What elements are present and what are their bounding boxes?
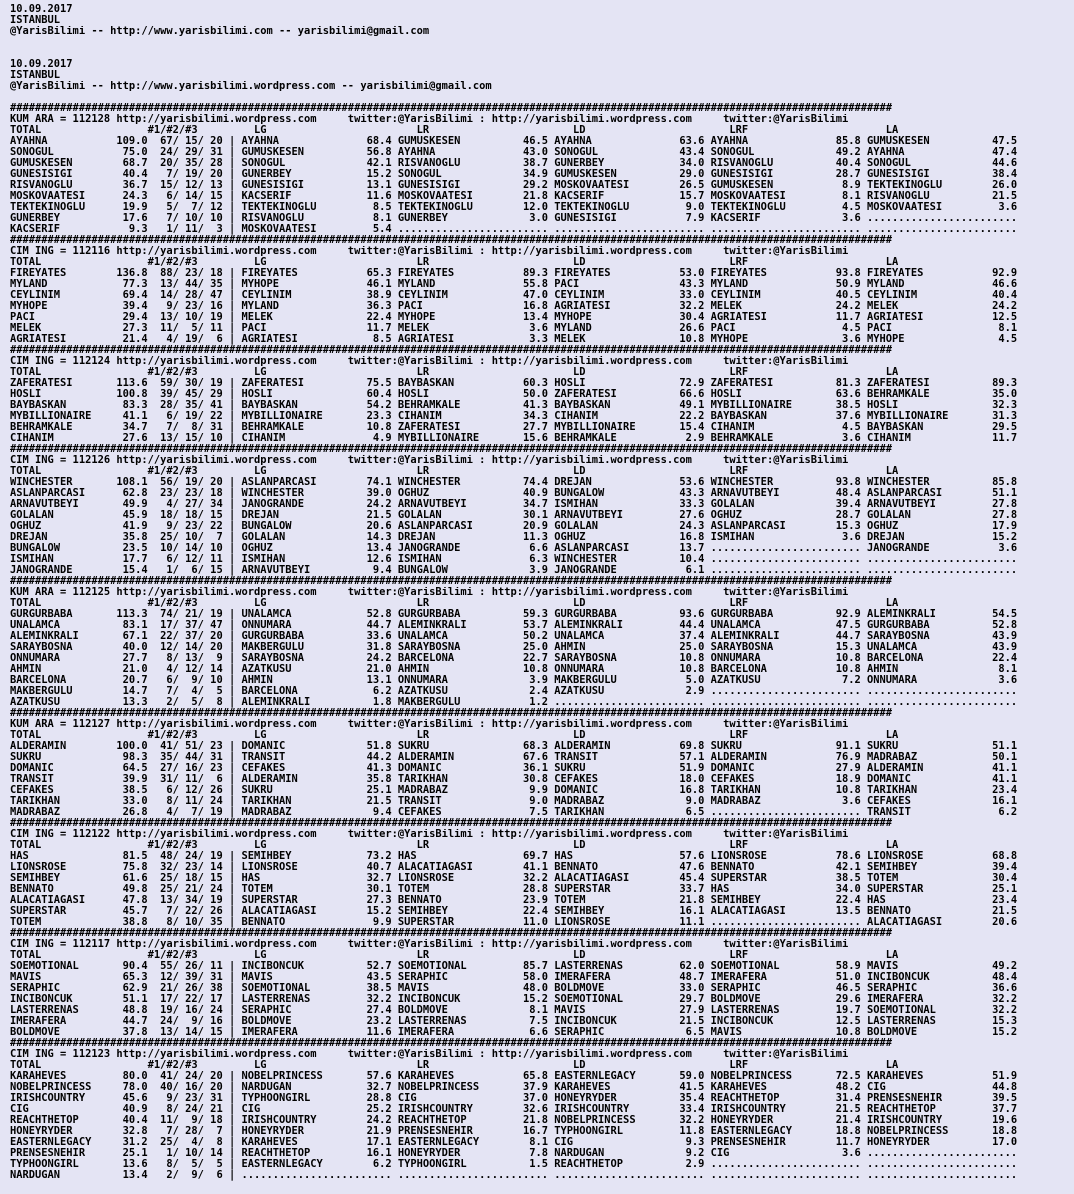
text-line: MYBILLIONAIRE 41.1 6/ 19/ 22 | MYBILLIONAIRE 23.3 CIHANIM 34.3 CIHANIM 22.2 BAYBASKAN 37.6 MYBILLIONAIRE 31.3 bbox=[10, 411, 1018, 422]
text-line: ALACATIAGASI 47.8 13/ 34/ 19 | SUPERSTAR 27.3 BENNATO 23.9 TOTEM 21.8 SEMIHBEY 22.4 HAS 23.4 bbox=[10, 895, 1018, 906]
text-line: ISMIHAN 17.7 6/ 12/ 11 | ISMIHAN 12.6 ISMIHAN 6.3 WINCHESTER 10.4 ........................ ........................ bbox=[10, 554, 1018, 565]
text-line: SUKRU 98.3 35/ 44/ 31 | TRANSIT 44.2 ALDERAMIN 67.6 TRANSIT 57.1 ALDERAMIN 76.9 MADRABAZ 50.1 bbox=[10, 752, 1018, 763]
text-line: BENNATO 49.8 25/ 21/ 24 | TOTEM 30.1 TOTEM 28.8 SUPERSTAR 33.7 HAS 34.0 SUPERSTAR 25.1 bbox=[10, 884, 1018, 895]
text-line: HOSLI 100.8 39/ 45/ 29 | HOSLI 60.4 HOSLI 50.0 ZAFERATESI 66.6 HOSLI 63.6 BEHRAMKALE 35.0 bbox=[10, 389, 1018, 400]
text-line: CIG 40.9 8/ 24/ 21 | CIG 25.2 IRISHCOUNTRY 32.6 IRISHCOUNTRY 33.4 IRISHCOUNTRY 21.5 REACHTHETOP 37.7 bbox=[10, 1104, 1018, 1115]
text-line: TEKTEKINOGLU 19.9 5/ 7/ 12 | TEKTEKINOGLU 8.5 TEKTEKINOGLU 12.0 TEKTEKINOGLU 9.0 TEKTEKINOGLU 4.5 MOSKOVAATESI 3.6 bbox=[10, 202, 1018, 213]
race-report-text bbox=[10, 4, 1017, 1181]
text-line: SARAYBOSNA 40.0 12/ 14/ 20 | MAKBERGULU 31.8 SARAYBOSNA 25.0 AHMIN 25.0 SARAYBOSNA 15.3 UNALAMCA 43.9 bbox=[10, 642, 1018, 653]
text-line: GUNERBEY 17.6 7/ 10/ 10 | RISVANOGLU 8.1 GUNERBEY 3.0 GUNESISIGI 7.9 KACSERIF 3.6 ........................ bbox=[10, 213, 1018, 224]
text-line: EASTERNLEGACY 31.2 25/ 4/ 8 | KARAHEVES 17.1 EASTERNLEGACY 8.1 CIG 9.3 PRENSESNEHIR 11.7 HONEYRYDER 17.0 bbox=[10, 1137, 1018, 1148]
text-line: TYPHOONGIRL 13.6 8/ 5/ 5 | EASTERNLEGACY 6.2 TYPHOONGIRL 1.5 REACHTHETOP 2.9 ........................ ........................ bbox=[10, 1159, 1018, 1170]
text-line: MELEK 27.3 11/ 5/ 11 | PACI 11.7 MELEK 3.6 MYLAND 26.6 PACI 4.5 PACI 8.1 bbox=[10, 323, 1018, 334]
text-line: CIM ING = 112122 http://yarisbilimi.wordpress.com twitter:@YarisBilimi : http://yarisbilimi.wordpress.com twitter:@YarisBilimi bbox=[10, 829, 849, 840]
text-line: KACSERIF 9.3 1/ 11/ 3 | MOSKOVAATESI 5.4 ........................ ........................ ........................ ........................ bbox=[10, 224, 1018, 235]
text-line: ############################################################################################################################################# bbox=[10, 576, 893, 587]
text-line: GOLALAN 45.9 18/ 18/ 15 | DREJAN 21.5 GOLALAN 30.1 ARNAVUTBEYI 27.6 OGHUZ 28.7 GOLALAN 27.8 bbox=[10, 510, 1018, 521]
text-line: BOLDMOVE 37.8 13/ 14/ 15 | IMERAFERA 11.6 IMERAFERA 6.6 SERAPHIC 6.5 MAVIS 10.8 BOLDMOVE 15.2 bbox=[10, 1027, 1018, 1038]
text-line: CIM ING = 112123 http://yarisbilimi.wordpress.com twitter:@YarisBilimi : http://yarisbilimi.wordpress.com twitter:@YarisBilimi bbox=[10, 1049, 849, 1060]
text-line: DREJAN 35.8 25/ 10/ 7 | GOLALAN 14.3 DREJAN 11.3 OGHUZ 16.8 ISMIHAN 3.6 DREJAN 15.2 bbox=[10, 532, 1018, 543]
text-line: CIM ING = 112124 http://yarisbilimi.wordpress.com twitter:@YarisBilimi : http://yarisbilimi.wordpress.com twitter:@YarisBilimi bbox=[10, 356, 849, 367]
text-line: LASTERRENAS 48.8 19/ 16/ 24 | SERAPHIC 27.4 BOLDMOVE 8.1 MAVIS 27.9 LASTERRENAS 19.7 SOEMOTIONAL 32.2 bbox=[10, 1005, 1018, 1016]
text-line: 10.09.2017 bbox=[10, 4, 73, 15]
text-line: BAYBASKAN 83.3 28/ 35/ 41 | BAYBASKAN 54.2 BEHRAMKALE 41.3 BAYBASKAN 49.1 MYBILLIONAIRE 38.5 HOSLI 32.3 bbox=[10, 400, 1018, 411]
text-line: ############################################################################################################################################# bbox=[10, 1038, 893, 1049]
text-line: GUMUSKESEN 68.7 20/ 35/ 28 | SONOGUL 42.1 RISVANOGLU 38.7 GUNERBEY 34.0 RISVANOGLU 40.4 SONOGUL 44.6 bbox=[10, 158, 1018, 169]
text-line: BUNGALOW 23.5 10/ 14/ 10 | OGHUZ 13.4 JANOGRANDE 6.6 ASLANPARCASI 13.7 ........................ JANOGRANDE 3.6 bbox=[10, 543, 1018, 554]
text-line: TOTAL #1/#2/#3 LG LR LD LRF LA bbox=[10, 367, 899, 378]
text-line: ############################################################################################################################################# bbox=[10, 818, 893, 829]
text-line: MAKBERGULU 14.7 7/ 4/ 5 | BARCELONA 6.2 AZATKUSU 2.4 AZATKUSU 2.9 ........................ ........................ bbox=[10, 686, 1018, 697]
text-line: TRANSIT 39.9 31/ 11/ 6 | ALDERAMIN 35.8 TARIKHAN 30.8 CEFAKES 18.0 CEFAKES 18.9 DOMANIC 41.1 bbox=[10, 774, 1018, 785]
text-line: HONEYRYDER 32.8 7/ 28/ 7 | HONEYRYDER 21.9 PRENSESNEHIR 16.7 TYPHOONGIRL 11.8 EASTERNLEGACY 18.8 NOBELPRINCESS 18.8 bbox=[10, 1126, 1018, 1137]
text-line: ############################################################################################################################################# bbox=[10, 444, 893, 455]
text-line: CEFAKES 38.5 6/ 12/ 26 | SUKRU 25.1 MADRABAZ 9.9 DOMANIC 16.8 TARIKHAN 10.8 TARIKHAN 23.4 bbox=[10, 785, 1018, 796]
text-line: 10.09.2017 bbox=[10, 59, 73, 70]
text-line: ISTANBUL bbox=[10, 70, 61, 81]
text-line: FIREYATES 136.8 88/ 23/ 18 | FIREYATES 65.3 FIREYATES 89.3 FIREYATES 53.0 FIREYATES 93.8 FIREYATES 92.9 bbox=[10, 268, 1018, 279]
text-line: @YarisBilimi -- http://www.yarisbilimi.com -- yarisbilimi@gmail.com bbox=[10, 26, 430, 37]
text-line: TOTAL #1/#2/#3 LG LR LD LRF LA bbox=[10, 730, 899, 741]
text-line: CIM ING = 112117 http://yarisbilimi.wordpress.com twitter:@YarisBilimi : http://yarisbilimi.wordpress.com twitter:@YarisBilimi bbox=[10, 939, 849, 950]
text-line: SONOGUL 75.0 24/ 29/ 31 | GUMUSKESEN 56.8 AYAHNA 43.0 SONOGUL 43.4 SONOGUL 49.2 AYAHNA 47.4 bbox=[10, 147, 1018, 158]
text-line: ASLANPARCASI 62.8 23/ 23/ 18 | WINCHESTER 39.0 OGHUZ 40.9 BUNGALOW 43.3 ARNAVUTBEYI 48.4 ASLANPARCASI 51.1 bbox=[10, 488, 1018, 499]
text-line: CEYLINIM 69.4 14/ 28/ 47 | CEYLINIM 38.9 CEYLINIM 47.0 CEYLINIM 33.0 CEYLINIM 40.5 CEYLINIM 40.4 bbox=[10, 290, 1018, 301]
text-line: KUM ARA = 112128 http://yarisbilimi.wordpress.com twitter:@YarisBilimi : http://yarisbilimi.wordpress.com twitter:@YarisBilimi bbox=[10, 114, 849, 125]
text-line bbox=[10, 92, 1017, 103]
text-line: OGHUZ 41.9 9/ 23/ 22 | BUNGALOW 20.6 ASLANPARCASI 20.9 GOLALAN 24.3 ASLANPARCASI 15.3 OGHUZ 17.9 bbox=[10, 521, 1018, 532]
text-line: ONNUMARA 27.7 8/ 13/ 9 | SARAYBOSNA 24.2 BARCELONA 22.7 SARAYBOSNA 10.8 ONNUMARA 10.8 BARCELONA 22.4 bbox=[10, 653, 1018, 664]
text-line: DOMANIC 64.5 27/ 16/ 23 | CEFAKES 41.3 DOMANIC 36.1 SUKRU 51.9 DOMANIC 27.9 ALDERAMIN 41.1 bbox=[10, 763, 1018, 774]
text-line: TOTAL #1/#2/#3 LG LR LD LRF LA bbox=[10, 840, 899, 851]
text-line: MOSKOVAATESI 24.3 6/ 14/ 15 | KACSERIF 11.6 MOSKOVAATESI 21.8 KACSERIF 15.7 MOSKOVAATESI 8.1 RISVANOGLU 21.5 bbox=[10, 191, 1018, 202]
text-line: @YarisBilimi -- http://www.yarisbilimi.wordpress.com -- yarisbilimi@gmail.com bbox=[10, 81, 492, 92]
text-line: GURGURBABA 113.3 74/ 21/ 19 | UNALAMCA 52.8 GURGURBABA 59.3 GURGURBABA 93.6 GURGURBABA 92.9 ALEMINKRALI 54.5 bbox=[10, 609, 1018, 620]
text-line: AHMIN 21.0 4/ 12/ 14 | AZATKUSU 21.0 AHMIN 10.8 ONNUMARA 10.8 BARCELONA 10.8 AHMIN 8.1 bbox=[10, 664, 1018, 675]
text-line: BARCELONA 20.7 6/ 9/ 10 | AHMIN 13.1 ONNUMARA 3.9 MAKBERGULU 5.0 AZATKUSU 7.2 ONNUMARA 3.6 bbox=[10, 675, 1018, 686]
text-line: SEMIHBEY 61.6 25/ 18/ 15 | HAS 32.7 LIONSROSE 32.2 ALACATIAGASI 45.4 SUPERSTAR 38.5 TOTEM 30.4 bbox=[10, 873, 1018, 884]
text-line: TOTEM 38.8 8/ 10/ 35 | BENNATO 9.9 SUPERSTAR 11.0 LIONSROSE 11.1 ........................ ALACATIAGASI 20.6 bbox=[10, 917, 1018, 928]
text-line: ############################################################################################################################################# bbox=[10, 928, 893, 939]
text-line: NOBELPRINCESS 78.0 40/ 16/ 20 | NARDUGAN 32.7 NOBELPRINCESS 37.9 KARAHEVES 41.5 KARAHEVES 48.2 CIG 44.8 bbox=[10, 1082, 1018, 1093]
text-line: TOTAL #1/#2/#3 LG LR LD LRF LA bbox=[10, 466, 899, 477]
text-line: SUPERSTAR 45.7 7/ 22/ 26 | ALACATIAGASI 15.2 SEMIHBEY 22.4 SEMIHBEY 16.1 ALACATIAGASI 13.5 BENNATO 21.5 bbox=[10, 906, 1018, 917]
text-line: ZAFERATESI 113.6 59/ 30/ 19 | ZAFERATESI 75.5 BAYBASKAN 60.3 HOSLI 72.9 ZAFERATESI 81.3 ZAFERATESI 89.3 bbox=[10, 378, 1018, 389]
text-line: AGRIATESI 21.4 4/ 19/ 6 | AGRIATESI 8.5 AGRIATESI 3.3 MELEK 10.8 MYHOPE 3.6 MYHOPE 4.5 bbox=[10, 334, 1018, 345]
text-line: SERAPHIC 62.9 21/ 26/ 38 | SOEMOTIONAL 38.5 MAVIS 48.0 BOLDMOVE 33.0 SERAPHIC 46.5 SERAPHIC 36.6 bbox=[10, 983, 1018, 994]
text-line: PACI 29.4 13/ 10/ 19 | MELEK 22.4 MYHOPE 13.4 MYHOPE 30.4 AGRIATESI 11.7 AGRIATESI 12.5 bbox=[10, 312, 1018, 323]
text-line: ############################################################################################################################################# bbox=[10, 103, 893, 114]
text-line: NARDUGAN 13.4 2/ 9/ 6 | ........................ ........................ ........................ ........................ ........................ bbox=[10, 1170, 1018, 1181]
text-line: JANOGRANDE 15.4 1/ 6/ 15 | ARNAVUTBEYI 9.4 BUNGALOW 3.9 JANOGRANDE 6.1 ........................ ........................ bbox=[10, 565, 1018, 576]
text-line: MYLAND 77.3 13/ 44/ 35 | MYHOPE 46.1 MYLAND 55.8 PACI 43.3 MYLAND 50.9 MYLAND 46.6 bbox=[10, 279, 1018, 290]
text-line: ALEMINKRALI 67.1 22/ 37/ 20 | GURGURBABA 33.6 UNALAMCA 50.2 UNALAMCA 37.4 ALEMINKRALI 44.7 SARAYBOSNA 43.9 bbox=[10, 631, 1018, 642]
text-line: MADRABAZ 26.8 4/ 7/ 19 | MADRABAZ 9.4 CEFAKES 7.5 TARIKHAN 6.5 ........................ TRANSIT 6.2 bbox=[10, 807, 1018, 818]
text-line: INCIBONCUK 51.1 17/ 22/ 17 | LASTERRENAS 32.2 INCIBONCUK 15.2 SOEMOTIONAL 29.7 BOLDMOVE 29.6 IMERAFERA 32.2 bbox=[10, 994, 1018, 1005]
text-line: TOTAL #1/#2/#3 LG LR LD LRF LA bbox=[10, 1060, 899, 1071]
text-line: WINCHESTER 108.1 56/ 19/ 20 | ASLANPARCASI 74.1 WINCHESTER 74.4 DREJAN 53.6 WINCHESTER 93.8 WINCHESTER 85.8 bbox=[10, 477, 1018, 488]
text-line: TARIKHAN 33.0 8/ 11/ 24 | TARIKHAN 21.5 TRANSIT 9.0 MADRABAZ 9.0 MADRABAZ 3.6 CEFAKES 16.1 bbox=[10, 796, 1018, 807]
text-line: LIONSROSE 75.8 32/ 23/ 14 | LIONSROSE 40.7 ALACATIAGASI 41.1 BENNATO 47.6 BENNATO 42.1 SEMIHBEY 39.4 bbox=[10, 862, 1018, 873]
text-line: IRISHCOUNTRY 45.6 9/ 23/ 31 | TYPHOONGIRL 28.8 CIG 37.0 HONEYRYDER 35.4 REACHTHETOP 31.4 PRENSESNEHIR 39.5 bbox=[10, 1093, 1018, 1104]
text-line: HAS 81.5 48/ 24/ 19 | SEMIHBEY 73.2 HAS 69.7 HAS 57.6 LIONSROSE 78.6 LIONSROSE 68.8 bbox=[10, 851, 1018, 862]
text-line: ALDERAMIN 100.0 41/ 51/ 23 | DOMANIC 51.8 SUKRU 68.3 ALDERAMIN 69.8 SUKRU 91.1 SUKRU 51.1 bbox=[10, 741, 1018, 752]
text-line: ############################################################################################################################################# bbox=[10, 345, 893, 356]
text-line: ARNAVUTBEYI 49.9 4/ 27/ 34 | JANOGRANDE 24.2 ARNAVUTBEYI 34.7 ISMIHAN 33.3 GOLALAN 39.4 ARNAVUTBEYI 27.8 bbox=[10, 499, 1018, 510]
text-line: SOEMOTIONAL 90.4 55/ 26/ 11 | INCIBONCUK 52.7 SOEMOTIONAL 85.7 LASTERRENAS 62.0 SOEMOTIONAL 58.9 MAVIS 49.2 bbox=[10, 961, 1018, 972]
text-line: TOTAL #1/#2/#3 LG LR LD LRF LA bbox=[10, 598, 899, 609]
text-line: GUNESISIGI 40.4 7/ 19/ 20 | GUNERBEY 15.2 SONOGUL 34.9 GUMUSKESEN 29.0 GUNESISIGI 28.7 GUNESISIGI 38.4 bbox=[10, 169, 1018, 180]
text-line: ############################################################################################################################################# bbox=[10, 235, 893, 246]
text-line bbox=[10, 37, 1017, 48]
text-line: MAVIS 65.3 12/ 39/ 31 | MAVIS 43.5 SERAPHIC 58.0 IMERAFERA 48.7 IMERAFERA 51.0 INCIBONCUK 48.4 bbox=[10, 972, 1018, 983]
text-line: RISVANOGLU 36.7 15/ 12/ 13 | GUNESISIGI 13.1 GUNESISIGI 29.2 MOSKOVAATESI 26.5 GUMUSKESEN 8.9 TEKTEKINOGLU 26.0 bbox=[10, 180, 1018, 191]
text-line: MYHOPE 39.4 9/ 23/ 16 | MYLAND 36.3 PACI 16.8 AGRIATESI 32.2 MELEK 24.2 MELEK 24.2 bbox=[10, 301, 1018, 312]
text-line: KARAHEVES 80.0 41/ 24/ 20 | NOBELPRINCESS 57.6 KARAHEVES 65.8 EASTERNLEGACY 59.0 NOBELPRINCESS 72.5 KARAHEVES 51.9 bbox=[10, 1071, 1018, 1082]
text-line: TOTAL #1/#2/#3 LG LR LD LRF LA bbox=[10, 125, 899, 136]
text-line: PRENSESNEHIR 25.1 1/ 10/ 14 | REACHTHETOP 16.1 HONEYRYDER 7.8 NARDUGAN 9.2 CIG 3.6 ........................ bbox=[10, 1148, 1018, 1159]
text-line: ISTANBUL bbox=[10, 15, 61, 26]
text-line: REACHTHETOP 40.4 11/ 9/ 18 | IRISHCOUNTRY 24.2 REACHTHETOP 21.8 NOBELPRINCESS 32.2 HONEYRYDER 21.4 IRISHCOUNTRY 19.6 bbox=[10, 1115, 1018, 1126]
text-line: AZATKUSU 13.3 2/ 5/ 8 | ALEMINKRALI 1.8 MAKBERGULU 1.2 ........................ ........................ ........................ bbox=[10, 697, 1018, 708]
text-line: ############################################################################################################################################# bbox=[10, 708, 893, 719]
text-line: UNALAMCA 83.1 17/ 37/ 47 | ONNUMARA 44.7 ALEMINKRALI 53.7 ALEMINKRALI 44.4 UNALAMCA 47.5 GURGURBABA 52.8 bbox=[10, 620, 1018, 631]
text-line bbox=[10, 48, 1017, 59]
text-line: KUM ARA = 112125 http://yarisbilimi.wordpress.com twitter:@YarisBilimi : http://yarisbilimi.wordpress.com twitter:@YarisBilimi bbox=[10, 587, 849, 598]
text-line: BEHRAMKALE 34.7 7/ 8/ 31 | BEHRAMKALE 10.8 ZAFERATESI 27.7 MYBILLIONAIRE 15.4 CIHANIM 4.5 BAYBASKAN 29.5 bbox=[10, 422, 1018, 433]
text-line: CIHANIM 27.6 13/ 15/ 10 | CIHANIM 4.9 MYBILLIONAIRE 15.6 BEHRAMKALE 2.9 BEHRAMKALE 3.6 CIHANIM 11.7 bbox=[10, 433, 1018, 444]
text-line: KUM ARA = 112127 http://yarisbilimi.wordpress.com twitter:@YarisBilimi : http://yarisbilimi.wordpress.com twitter:@YarisBilimi bbox=[10, 719, 849, 730]
text-line: TOTAL #1/#2/#3 LG LR LD LRF LA bbox=[10, 950, 899, 961]
text-line: CIM ING = 112116 http://yarisbilimi.wordpress.com twitter:@YarisBilimi : http://yarisbilimi.wordpress.com twitter:@YarisBilimi bbox=[10, 246, 849, 257]
text-line: AYAHNA 109.0 67/ 15/ 20 | AYAHNA 68.4 GUMUSKESEN 46.5 AYAHNA 63.6 AYAHNA 85.8 GUMUSKESEN 47.5 bbox=[10, 136, 1018, 147]
text-line: TOTAL #1/#2/#3 LG LR LD LRF LA bbox=[10, 257, 899, 268]
text-line: IMERAFERA 44.7 24/ 9/ 16 | BOLDMOVE 23.2 LASTERRENAS 7.5 INCIBONCUK 21.5 INCIBONCUK 12.5 LASTERRENAS 15.3 bbox=[10, 1016, 1018, 1027]
text-line: CIM ING = 112126 http://yarisbilimi.wordpress.com twitter:@YarisBilimi : http://yarisbilimi.wordpress.com twitter:@YarisBilimi bbox=[10, 455, 849, 466]
